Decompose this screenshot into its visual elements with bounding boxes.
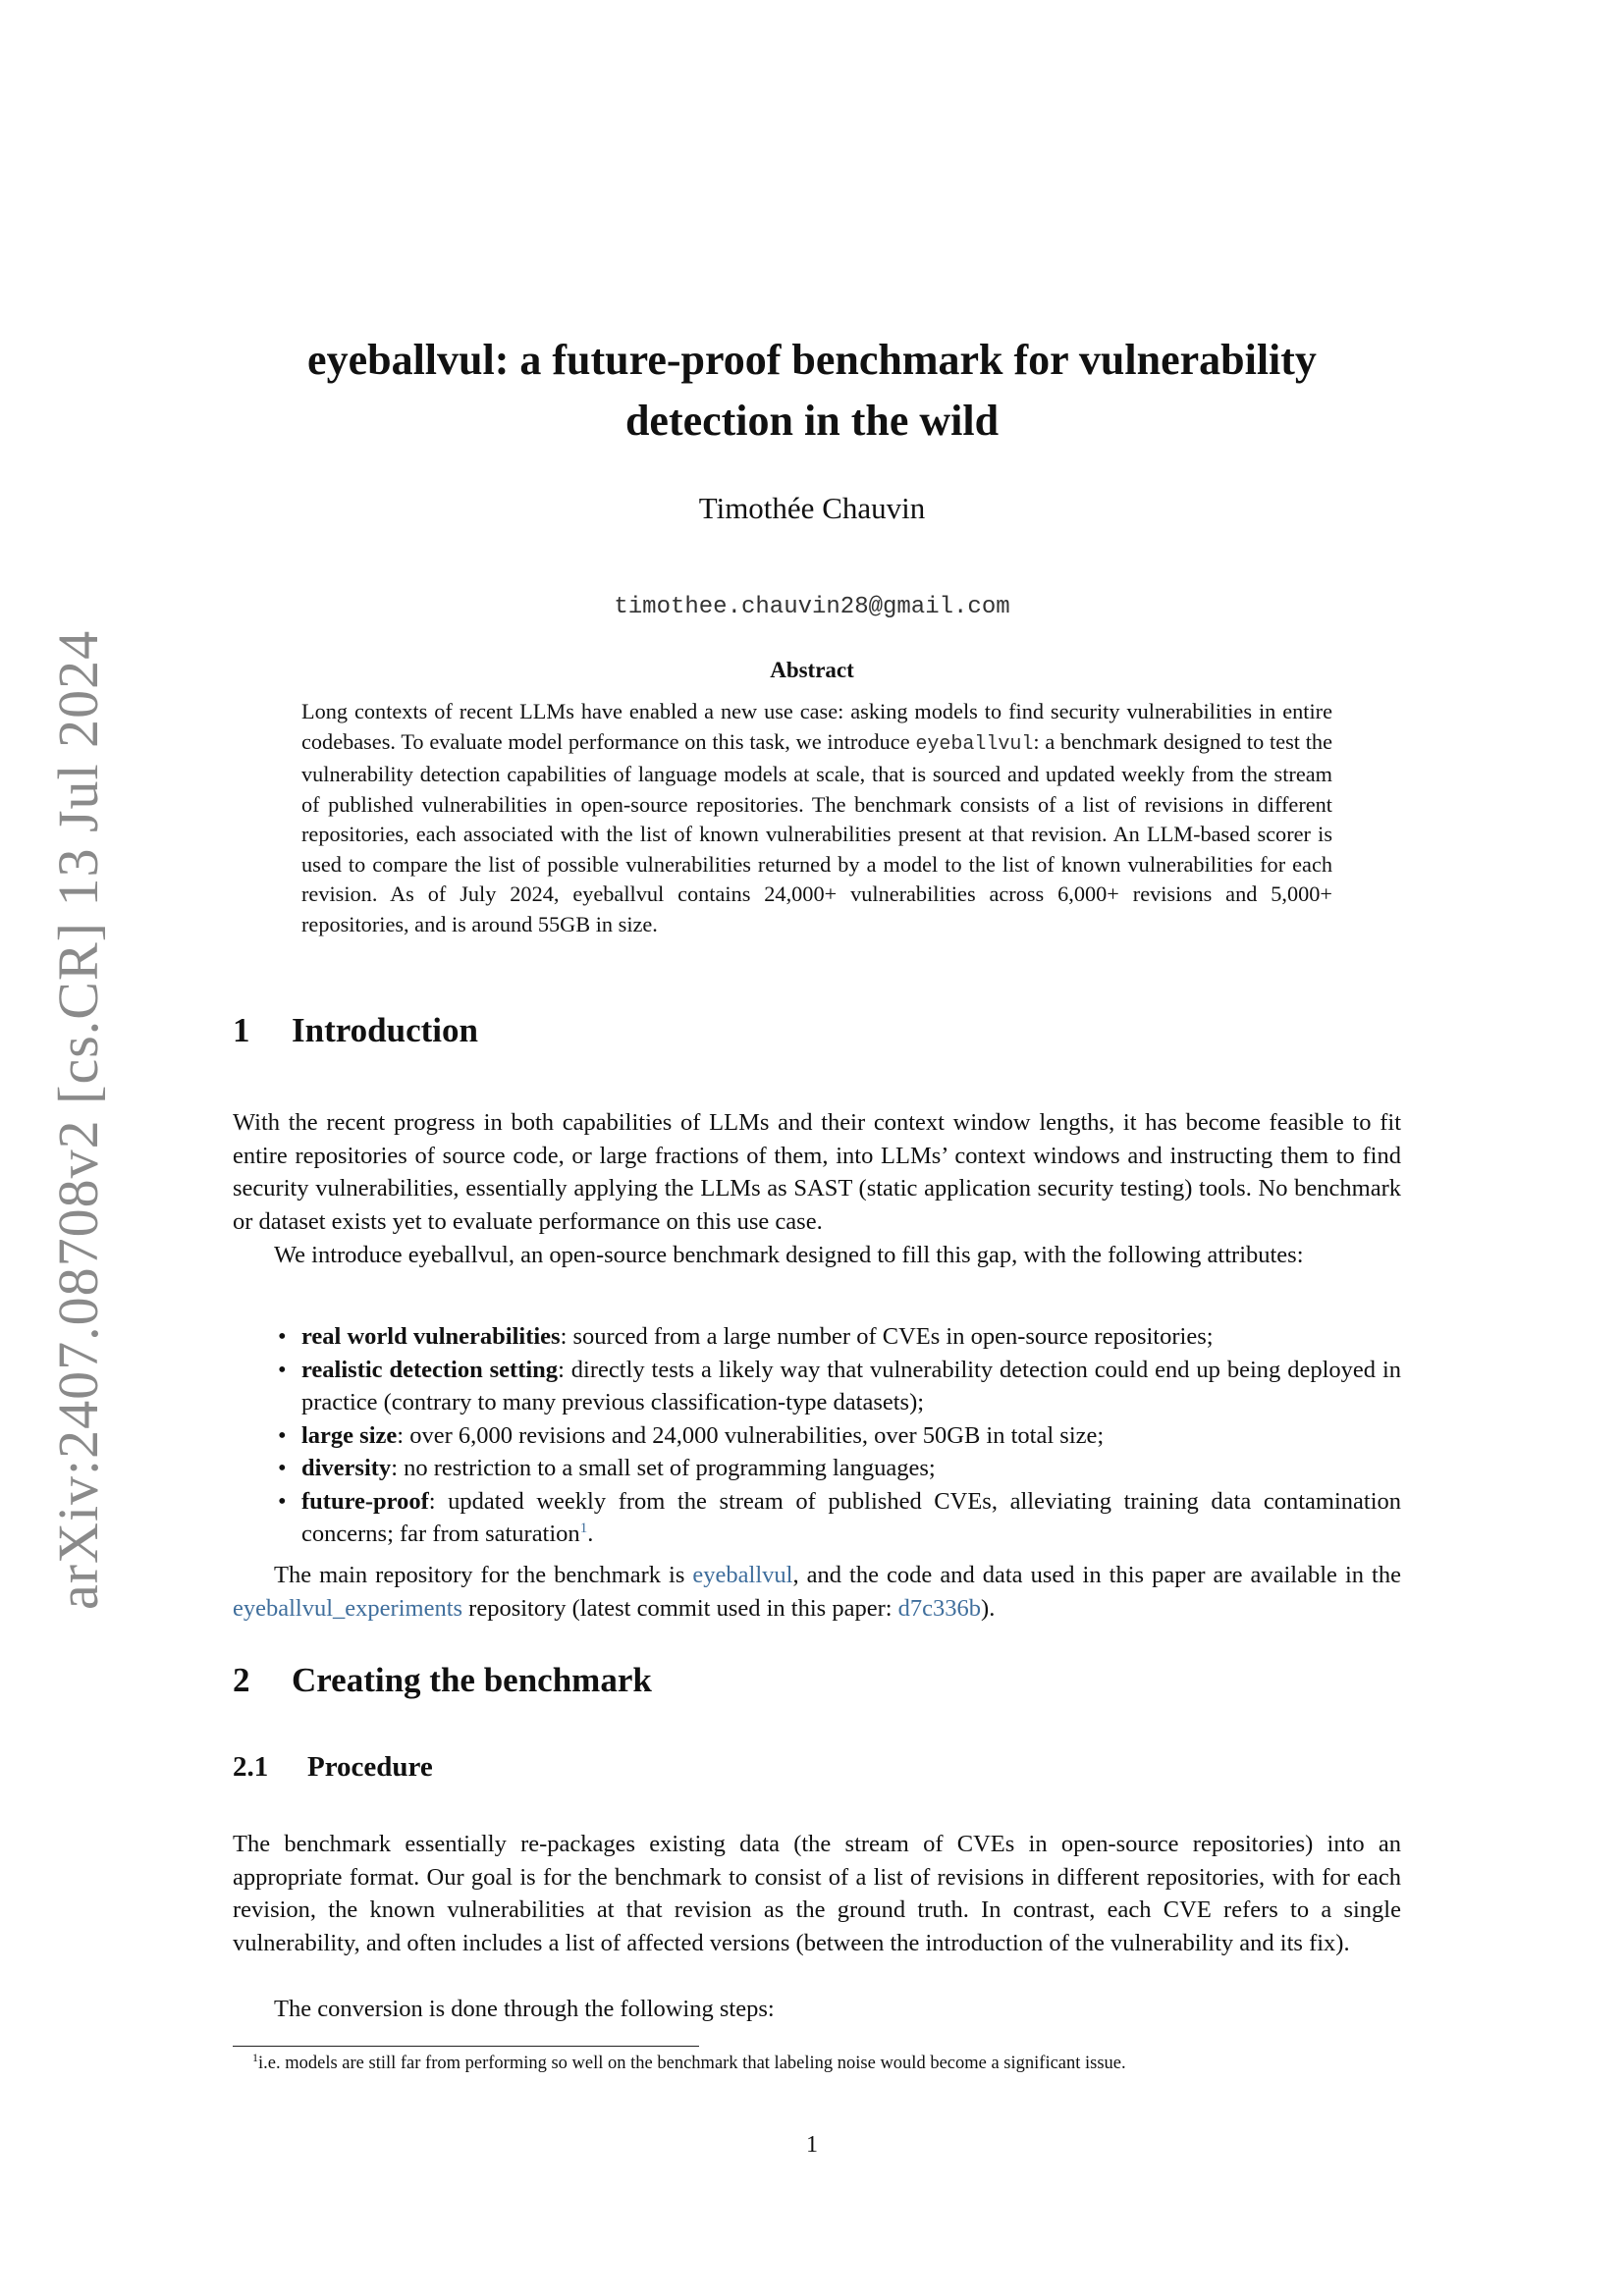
footnote-text: i.e. models are still far from performing so well on the benchmark that labeling noise would become a significant issue. xyxy=(258,2054,1126,2073)
paragraph-text: , and the code and data used in this paper are available in the xyxy=(792,1562,1401,1588)
footnote xyxy=(252,2050,1126,2074)
list-item-term: future-proof xyxy=(301,1487,429,1515)
list-item-text: : updated weekly from the stream of published CVEs, alleviating training data contamination concerns; far from saturation xyxy=(301,1487,1401,1547)
footnote-mark: 1 xyxy=(252,2050,258,2064)
list-item-term: large size xyxy=(301,1421,398,1449)
list-item-text: : over 6,000 revisions and 24,000 vulnerabilities, over 50GB in total size; xyxy=(397,1421,1105,1449)
section-number: 1 xyxy=(233,1011,250,1049)
list-item-term: realistic detection setting xyxy=(301,1356,559,1383)
subsection-number: 2.1 xyxy=(233,1751,269,1783)
bullet-icon: • xyxy=(278,1487,287,1515)
commit-link[interactable]: d7c336b xyxy=(897,1594,982,1622)
abstract-text xyxy=(301,697,1332,939)
bullet-icon: • xyxy=(278,1356,287,1383)
arxiv-identifier-stamp: arXiv:2407.08708v2 [cs.CR] 13 Jul 2024 xyxy=(46,629,110,1610)
list-item-term: real world vulnerabilities xyxy=(301,1323,561,1350)
intro-paragraph-2: We introduce eyeballvul, an open-source benchmark designed to fill this gap, with the following attributes: xyxy=(274,1242,1304,1268)
bullet-icon: • xyxy=(278,1323,287,1350)
list-item xyxy=(233,1320,1401,1354)
list-item-text: : no restriction to a small set of programming languages; xyxy=(391,1455,936,1481)
section-title: Creating the benchmark xyxy=(292,1661,652,1699)
list-item xyxy=(233,1452,1401,1485)
paragraph-text: repository (latest commit used in this paper: xyxy=(462,1594,898,1622)
eyeballvul-repo-link[interactable]: eyeballvul xyxy=(692,1562,793,1588)
benchmark-code-name: eyeballvul xyxy=(915,732,1034,756)
list-item-text: . xyxy=(587,1521,594,1547)
paragraph-text: The main repository for the benchmark is xyxy=(274,1562,693,1588)
section-heading-creating-benchmark xyxy=(233,1661,652,1700)
attributes-list xyxy=(233,1320,1401,1551)
subsection-heading-procedure xyxy=(233,1751,433,1784)
bullet-icon: • xyxy=(278,1421,287,1449)
section-heading-introduction xyxy=(233,1011,478,1050)
procedure-paragraph-2: The conversion is done through the following steps: xyxy=(274,1996,775,2022)
author-name: Timothée Chauvin xyxy=(698,491,926,525)
subsection-title: Procedure xyxy=(307,1751,433,1783)
list-item-term: diversity xyxy=(301,1455,392,1481)
abstract-heading: Abstract xyxy=(770,658,854,682)
list-item xyxy=(233,1354,1401,1419)
intro-paragraph-1: With the recent progress in both capabilities of LLMs and their context window lengths, it has become feasible to fit entire repositories of source code, or large fractions of them, into LLMs’ context windows and instructing them to find security vulnerabilities, essentially applying the LLMs as SAST (static application security testing) tools. No benchmark or dataset exists yet to evaluate performance on this use case. xyxy=(233,1109,1401,1235)
author-email: timothee.chauvin28@gmail.com xyxy=(614,594,1010,620)
bullet-icon: • xyxy=(278,1455,287,1481)
section-title: Introduction xyxy=(292,1011,478,1049)
abstract-text-part: Long contexts of recent LLMs have enabled a new use case: asking models to find security vulnerabilities in entire codebases. To evaluate model performance on this task, we introduce xyxy=(301,699,1332,754)
footnote-ref-link[interactable]: 1 xyxy=(579,1520,588,1536)
list-item xyxy=(233,1485,1401,1551)
procedure-paragraph-1: The benchmark essentially re-packages existing data (the stream of CVEs in open-source repositories) into an appropriate format. Our goal is for the benchmark to consist of a list of revisions in different repositories, with for each revision, the known vulnerabilities at that revision as the ground truth. In contrast, each CVE refers to a single vulnerability, and often includes a list of affected versions (between the introduction of the vulnerability and its fix). xyxy=(233,1831,1401,1956)
list-item xyxy=(233,1419,1401,1453)
list-item-text: : directly tests a likely way that vulnerability detection could end up being deployed in practice (contrary to many previous classification-type datasets); xyxy=(301,1356,1401,1415)
experiments-repo-link[interactable]: eyeballvul_experiments xyxy=(233,1594,463,1622)
intro-paragraph-3 xyxy=(233,1559,1401,1625)
page-number: 1 xyxy=(806,2132,818,2158)
paper-title: eyeballvul: a future-proof benchmark for vulnerability detection in the wild xyxy=(307,336,1317,445)
section-number: 2 xyxy=(233,1661,250,1699)
list-item-text: : sourced from a large number of CVEs in open-source repositories; xyxy=(560,1323,1214,1350)
abstract-text-part: : a benchmark designed to test the vulnerability detection capabilities of language models at scale, that is sourced and updated weekly from the stream of published vulnerabilities in open-source repositories. The benchmark consists of a list of revisions in different repositories, each associated with the list of known vulnerabilities present at that revision. An LLM-based scorer is used to compare the list of possible vulnerabilities returned by a model to the list of known vulnerabilities for each revision. As of July 2024, eyeballvul contains 24,000+ vulnerabilities across 6,000+ revisions and 5,000+ repositories, and is around 55GB in size. xyxy=(301,728,1332,936)
paragraph-text: ). xyxy=(981,1594,996,1622)
footnote-divider xyxy=(233,2046,699,2047)
